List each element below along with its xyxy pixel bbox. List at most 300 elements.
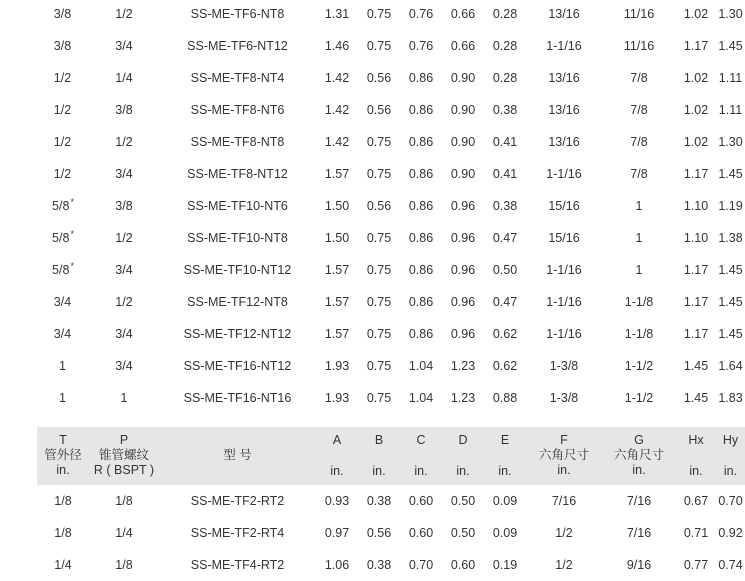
cell-e xyxy=(484,222,526,254)
cell-b xyxy=(358,30,400,62)
cell-model-value: SS-ME-TF8-NT6 xyxy=(190,103,285,117)
cell-e xyxy=(484,0,526,30)
table-row xyxy=(37,62,745,94)
cell-t-value: 1/2 xyxy=(53,167,72,181)
cell-e-value: 0.41 xyxy=(492,135,518,149)
cell-g-value: 11/16 xyxy=(623,7,655,21)
cell-hy-value: 1.45 xyxy=(718,167,743,181)
cell-hy xyxy=(716,62,745,94)
cell-c xyxy=(400,517,442,549)
cell-t-value: 1/2 xyxy=(53,103,72,117)
cell-d xyxy=(442,30,484,62)
cell-f xyxy=(526,350,602,382)
cell-g xyxy=(602,254,676,286)
cell-c-value: 0.86 xyxy=(408,71,434,85)
cell-hy xyxy=(716,382,745,414)
cell-g xyxy=(602,62,676,94)
cell-hy-value: 1.30 xyxy=(718,7,743,21)
cell-a-value: 1.46 xyxy=(324,39,350,53)
cell-e xyxy=(484,549,526,581)
cell-g xyxy=(602,485,676,517)
cell-model-value: SS-ME-TF12-NT8 xyxy=(187,295,288,309)
cell-d xyxy=(442,222,484,254)
cell-e xyxy=(484,126,526,158)
cell-c-value: 0.86 xyxy=(408,135,434,149)
cell-b-value: 0.75 xyxy=(366,263,392,277)
cell-model-value: SS-ME-TF10-NT8 xyxy=(187,231,288,245)
header-t: T 管外径 in. xyxy=(44,433,82,477)
cell-hy xyxy=(716,158,745,190)
cell-g xyxy=(602,190,676,222)
cell-c xyxy=(400,382,442,414)
cell-hx-value: 1.02 xyxy=(683,135,709,149)
header-f: F 六角尺寸 in. xyxy=(538,433,589,477)
header-d: D in. xyxy=(456,433,470,478)
cell-t-value: 3/8 xyxy=(53,39,72,53)
cell-a-value: 1.31 xyxy=(324,7,350,21)
cell-hx-value: 1.02 xyxy=(683,103,709,117)
cell-d-value: 0.60 xyxy=(450,558,476,572)
header-model: 型 号 xyxy=(223,448,252,462)
cell-model xyxy=(159,286,316,318)
cell-p xyxy=(89,549,159,581)
cell-c xyxy=(400,350,442,382)
cell-e-value: 0.38 xyxy=(492,199,518,213)
cell-p xyxy=(89,94,159,126)
cell-b-value: 0.75 xyxy=(366,327,392,341)
cell-d xyxy=(442,549,484,581)
cell-e xyxy=(484,30,526,62)
cell-model-value: SS-ME-TF8-NT4 xyxy=(190,71,285,85)
cell-f-value: 1-1/16 xyxy=(546,295,582,309)
cell-hy xyxy=(716,318,745,350)
cell-e xyxy=(484,517,526,549)
cell-p-value: 3/4 xyxy=(115,39,133,53)
cell-d xyxy=(442,318,484,350)
cell-model xyxy=(159,517,316,549)
cell-a-value: 1.93 xyxy=(324,391,350,405)
cell-p xyxy=(89,318,159,350)
cell-c-value: 0.70 xyxy=(408,558,434,572)
cell-g-value: 9/16 xyxy=(626,558,652,572)
cell-f xyxy=(526,0,602,30)
cell-t-value: 3/4 xyxy=(53,295,72,309)
cell-b xyxy=(358,190,400,222)
cell-p-value: 1/4 xyxy=(115,71,133,85)
cell-hy-value: 0.92 xyxy=(718,526,743,540)
cell-p-value: 1/8 xyxy=(115,494,133,508)
cell-b-value: 0.75 xyxy=(366,359,392,373)
cell-g-value: 7/16 xyxy=(626,526,652,540)
cell-b-value: 0.75 xyxy=(366,295,392,309)
cell-b-value: 0.56 xyxy=(366,199,392,213)
cell-g xyxy=(602,286,676,318)
cell-g xyxy=(602,549,676,581)
cell-g xyxy=(602,350,676,382)
cell-g xyxy=(602,318,676,350)
cell-t xyxy=(37,30,89,62)
cell-e-value: 0.50 xyxy=(492,263,518,277)
cell-d xyxy=(442,485,484,517)
cell-model xyxy=(159,30,316,62)
table-row xyxy=(37,286,745,318)
cell-f-value: 1-3/8 xyxy=(549,359,579,373)
cell-a-value: 1.06 xyxy=(324,558,350,572)
cell-f xyxy=(526,62,602,94)
cell-hy xyxy=(716,94,745,126)
cell-b xyxy=(358,549,400,581)
cell-p-value: 1/2 xyxy=(115,135,133,149)
cell-g xyxy=(602,0,676,30)
cell-hy-value: 1.45 xyxy=(718,295,743,309)
cell-b-value: 0.38 xyxy=(366,558,392,572)
cell-hy xyxy=(716,350,745,382)
cell-model xyxy=(159,254,316,286)
table-row xyxy=(37,94,745,126)
table-row xyxy=(37,382,745,414)
cell-a-value: 1.42 xyxy=(324,135,350,149)
cell-hy xyxy=(716,190,745,222)
cell-hy-value: 0.70 xyxy=(718,494,743,508)
cell-e-value: 0.47 xyxy=(492,231,518,245)
cell-b xyxy=(358,350,400,382)
cell-b-value: 0.75 xyxy=(366,231,392,245)
cell-f xyxy=(526,382,602,414)
cell-t xyxy=(37,62,89,94)
cell-e-value: 0.62 xyxy=(492,359,518,373)
cell-a-value: 1.42 xyxy=(324,103,350,117)
cell-hy xyxy=(716,30,745,62)
cell-model-value: SS-ME-TF16-NT12 xyxy=(183,359,292,373)
cell-g xyxy=(602,30,676,62)
cell-d-value: 1.23 xyxy=(450,391,476,405)
cell-g xyxy=(602,94,676,126)
cell-t xyxy=(37,549,89,581)
cell-p-value: 1/2 xyxy=(115,295,133,309)
cell-d xyxy=(442,350,484,382)
cell-p xyxy=(89,62,159,94)
cell-d-value: 0.90 xyxy=(450,135,476,149)
header-p: P 锥管螺纹 R ( BSPT ) xyxy=(93,433,155,477)
cell-model xyxy=(159,190,316,222)
cell-hx xyxy=(676,318,716,350)
cell-p-value: 3/4 xyxy=(115,263,133,277)
cell-hy-value: 1.45 xyxy=(718,39,743,53)
cell-f xyxy=(526,286,602,318)
cell-f xyxy=(526,222,602,254)
cell-e-value: 0.28 xyxy=(492,7,518,21)
cell-p xyxy=(89,286,159,318)
cell-d xyxy=(442,190,484,222)
cell-model xyxy=(159,318,316,350)
cell-hx xyxy=(676,549,716,581)
cell-a-value: 1.57 xyxy=(324,167,350,181)
cell-a xyxy=(316,62,358,94)
cell-d-value: 0.90 xyxy=(450,71,476,85)
cell-hy-value: 1.83 xyxy=(718,391,743,405)
cell-f-value: 1-1/16 xyxy=(546,327,582,341)
cell-model xyxy=(159,382,316,414)
cell-b xyxy=(358,318,400,350)
cell-e xyxy=(484,62,526,94)
cell-a xyxy=(316,126,358,158)
cell-g-value: 1-1/2 xyxy=(624,359,654,373)
cell-b xyxy=(358,158,400,190)
cell-e xyxy=(484,254,526,286)
cell-g xyxy=(602,126,676,158)
cell-f-value: 7/16 xyxy=(551,494,577,508)
cell-g-value: 1-1/8 xyxy=(624,295,654,309)
header-e: E in. xyxy=(498,433,512,478)
cell-model xyxy=(159,549,316,581)
table-row xyxy=(37,350,745,382)
cell-a xyxy=(316,286,358,318)
cell-a-value: 0.97 xyxy=(324,526,350,540)
cell-model xyxy=(159,62,316,94)
table-row xyxy=(37,517,745,549)
cell-e xyxy=(484,318,526,350)
cell-d-value: 0.96 xyxy=(450,263,476,277)
cell-hy-value: 0.74 xyxy=(718,558,743,572)
cell-c xyxy=(400,158,442,190)
cell-a-value: 0.93 xyxy=(324,494,350,508)
cell-a-value: 1.57 xyxy=(324,327,350,341)
cell-b xyxy=(358,286,400,318)
cell-f-value: 1-1/16 xyxy=(546,39,582,53)
cell-g-value: 1-1/8 xyxy=(624,327,654,341)
cell-p xyxy=(89,190,159,222)
cell-hy-value: 1.19 xyxy=(718,199,743,213)
cell-c-value: 1.04 xyxy=(408,391,434,405)
cell-d xyxy=(442,158,484,190)
cell-b xyxy=(358,62,400,94)
cell-hx xyxy=(676,190,716,222)
footnote-marker: * xyxy=(70,196,74,207)
cell-c-value: 1.04 xyxy=(408,359,434,373)
cell-model xyxy=(159,126,316,158)
cell-model-value: SS-ME-TF8-NT12 xyxy=(187,167,288,181)
cell-f-value: 13/16 xyxy=(548,7,580,21)
cell-model xyxy=(159,158,316,190)
cell-p xyxy=(89,30,159,62)
cell-p xyxy=(89,485,159,517)
cell-hx-value: 1.02 xyxy=(683,7,709,21)
cell-c-value: 0.60 xyxy=(408,526,434,540)
cell-p-value: 3/8 xyxy=(115,103,133,117)
cell-f-value: 1-1/16 xyxy=(546,167,582,181)
cell-hx-value: 1.45 xyxy=(683,391,709,405)
cell-d-value: 1.23 xyxy=(450,359,476,373)
cell-t xyxy=(37,517,89,549)
cell-a xyxy=(316,382,358,414)
cell-b-value: 0.56 xyxy=(366,526,392,540)
cell-hx-value: 1.17 xyxy=(683,295,709,309)
table-row xyxy=(37,254,745,286)
cell-a-value: 1.42 xyxy=(324,71,350,85)
cell-c xyxy=(400,318,442,350)
cell-hx-value: 1.17 xyxy=(683,39,709,53)
cell-t xyxy=(37,350,89,382)
cell-b-value: 0.75 xyxy=(366,391,392,405)
cell-model-value: SS-ME-TF8-NT8 xyxy=(190,135,285,149)
cell-p xyxy=(89,126,159,158)
cell-hx xyxy=(676,30,716,62)
cell-e-value: 0.28 xyxy=(492,39,518,53)
table-row xyxy=(37,158,745,190)
cell-e-value: 0.62 xyxy=(492,327,518,341)
cell-g-value: 1-1/2 xyxy=(624,391,654,405)
table-row xyxy=(37,549,745,581)
cell-f-value: 13/16 xyxy=(548,103,580,117)
cell-model xyxy=(159,222,316,254)
cell-f-value: 15/16 xyxy=(548,231,580,245)
cell-g-value: 1 xyxy=(635,231,643,245)
cell-model-value: SS-ME-TF2-RT4 xyxy=(190,526,285,540)
footnote-marker: * xyxy=(70,228,74,239)
cell-t xyxy=(37,126,89,158)
cell-hy-value: 1.30 xyxy=(718,135,743,149)
cell-hx xyxy=(676,222,716,254)
cell-model-value: SS-ME-TF10-NT6 xyxy=(187,199,288,213)
cell-t-value: 5/8 xyxy=(52,263,70,277)
cell-b-value: 0.75 xyxy=(366,135,392,149)
cell-c-value: 0.86 xyxy=(408,295,434,309)
cell-hx xyxy=(676,382,716,414)
cell-hx xyxy=(676,126,716,158)
nt-dimensions-table xyxy=(37,0,745,414)
cell-d xyxy=(442,382,484,414)
cell-p xyxy=(89,350,159,382)
cell-e xyxy=(484,350,526,382)
cell-hx xyxy=(676,254,716,286)
cell-f xyxy=(526,158,602,190)
cell-hy xyxy=(716,222,745,254)
cell-a xyxy=(316,549,358,581)
cell-g xyxy=(602,158,676,190)
cell-g xyxy=(602,517,676,549)
table-row xyxy=(37,318,745,350)
cell-c xyxy=(400,94,442,126)
cell-c xyxy=(400,485,442,517)
cell-model xyxy=(159,94,316,126)
cell-p-value: 3/8 xyxy=(115,199,133,213)
header-hx: Hx in. xyxy=(688,433,704,478)
cell-t-value: 1 xyxy=(59,391,66,405)
cell-f-value: 1-1/16 xyxy=(546,263,582,277)
cell-hy xyxy=(716,126,745,158)
cell-a xyxy=(316,190,358,222)
cell-g-value: 11/16 xyxy=(623,39,655,53)
cell-hx-value: 0.71 xyxy=(683,526,709,540)
table-row xyxy=(37,30,745,62)
cell-f-value: 13/16 xyxy=(548,71,580,85)
cell-e xyxy=(484,485,526,517)
cell-c-value: 0.86 xyxy=(408,327,434,341)
cell-t-value: 5/8 xyxy=(52,199,70,213)
cell-t-value: 3/4 xyxy=(53,327,72,341)
cell-c-value: 0.76 xyxy=(408,7,434,21)
footnote-marker: * xyxy=(70,260,74,271)
cell-e-value: 0.09 xyxy=(492,494,518,508)
cell-d xyxy=(442,517,484,549)
cell-b-value: 0.75 xyxy=(366,39,392,53)
cell-f-value: 15/16 xyxy=(548,199,580,213)
cell-a xyxy=(316,254,358,286)
cell-f xyxy=(526,254,602,286)
cell-c-value: 0.86 xyxy=(408,263,434,277)
cell-hx xyxy=(676,517,716,549)
cell-a xyxy=(316,0,358,30)
header-a: A in. xyxy=(330,433,344,478)
cell-c xyxy=(400,222,442,254)
cell-p-value: 3/4 xyxy=(115,167,133,181)
cell-p-value: 3/4 xyxy=(115,359,133,373)
cell-b xyxy=(358,0,400,30)
cell-a-value: 1.57 xyxy=(324,263,350,277)
cell-d xyxy=(442,94,484,126)
cell-f xyxy=(526,190,602,222)
cell-f xyxy=(526,517,602,549)
cell-d xyxy=(442,286,484,318)
cell-c-value: 0.76 xyxy=(408,39,434,53)
cell-f xyxy=(526,30,602,62)
cell-f xyxy=(526,126,602,158)
cell-g-value: 7/8 xyxy=(630,135,648,149)
cell-hx-value: 1.02 xyxy=(683,71,709,85)
cell-model-value: SS-ME-TF6-NT12 xyxy=(187,39,288,53)
cell-p-value: 1/4 xyxy=(115,526,133,540)
cell-e-value: 0.88 xyxy=(492,391,518,405)
cell-t xyxy=(37,382,89,414)
cell-f xyxy=(526,549,602,581)
cell-e xyxy=(484,382,526,414)
header-c: C in. xyxy=(414,433,428,478)
cell-d-value: 0.50 xyxy=(450,526,476,540)
cell-hx-value: 1.17 xyxy=(683,167,709,181)
cell-model-value: SS-ME-TF4-RT2 xyxy=(190,558,285,572)
cell-hx xyxy=(676,286,716,318)
cell-g-value: 7/8 xyxy=(630,103,648,117)
cell-t xyxy=(37,318,89,350)
cell-c xyxy=(400,0,442,30)
cell-hx-value: 1.17 xyxy=(683,263,709,277)
cell-e xyxy=(484,158,526,190)
cell-hx xyxy=(676,0,716,30)
table-row xyxy=(37,0,745,30)
cell-hy-value: 1.64 xyxy=(718,359,743,373)
cell-a xyxy=(316,517,358,549)
cell-e-value: 0.41 xyxy=(492,167,518,181)
cell-hy xyxy=(716,517,745,549)
cell-a xyxy=(316,485,358,517)
cell-f xyxy=(526,318,602,350)
cell-p-value: 1/2 xyxy=(115,231,133,245)
cell-g-value: 7/8 xyxy=(630,71,648,85)
cell-g-value: 1 xyxy=(635,263,643,277)
cell-a-value: 1.50 xyxy=(324,231,350,245)
cell-hy-value: 1.11 xyxy=(718,71,743,85)
cell-d-value: 0.66 xyxy=(450,39,476,53)
cell-f xyxy=(526,485,602,517)
cell-b-value: 0.75 xyxy=(366,7,392,21)
cell-e-value: 0.38 xyxy=(492,103,518,117)
cell-c xyxy=(400,126,442,158)
cell-hy xyxy=(716,485,745,517)
cell-d-value: 0.66 xyxy=(450,7,476,21)
cell-t-value: 5/8 xyxy=(52,231,70,245)
cell-hx xyxy=(676,62,716,94)
cell-hy xyxy=(716,286,745,318)
